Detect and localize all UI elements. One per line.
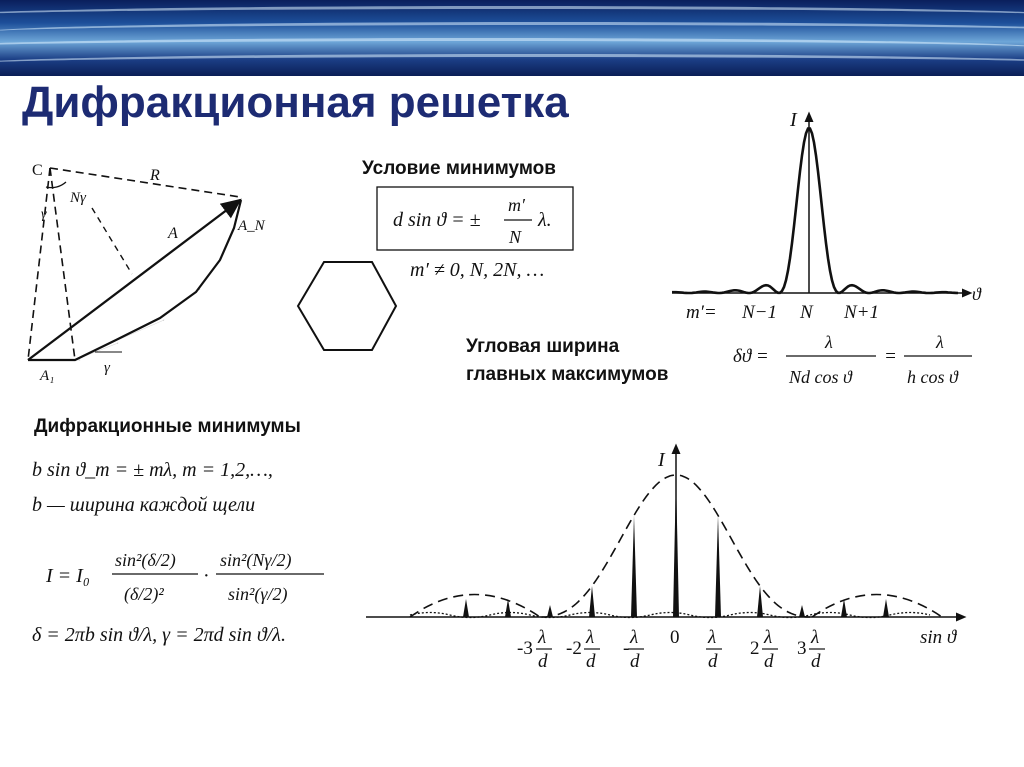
svg-text:sin²(Nγ/2): sin²(Nγ/2) <box>220 550 292 570</box>
tick-coef: 2 <box>750 638 760 659</box>
svg-text:λ: λ <box>825 332 833 352</box>
svg-text:h cos ϑ: h cos ϑ <box>907 367 958 387</box>
tick-N-plus-1: N+1 <box>844 302 879 323</box>
hexagon-phasor <box>298 262 396 350</box>
tick-fraction: λ d <box>538 627 548 672</box>
peak-y-label: I <box>790 109 797 131</box>
envelope-curve <box>410 595 540 618</box>
spectrum-x-label: sin ϑ <box>920 627 957 648</box>
principal-maximum <box>463 599 469 617</box>
m-prime-prefix: m′= <box>686 302 717 323</box>
formula-lambda: λ. <box>538 209 552 231</box>
tick-fraction: λ d <box>708 627 718 672</box>
tick-zero: 0 <box>670 627 680 648</box>
tick-fraction: λ d <box>586 627 596 672</box>
svg-text:Nd cos ϑ: Nd cos ϑ <box>789 367 852 387</box>
principal-maximum <box>547 605 553 617</box>
tick-fraction: λ d <box>811 627 821 672</box>
formula-d-sin: d sin ϑ = ± <box>393 209 481 231</box>
m-prime-values: m′ ≠ 0, N, 2N, … <box>410 259 545 281</box>
single-slit-formulas <box>32 459 273 516</box>
label-R: R <box>150 167 160 184</box>
tick-coef: 3 <box>797 638 807 659</box>
spectrum-y-label: I <box>658 449 665 471</box>
tick-fraction: λ d <box>630 627 640 672</box>
label-gamma-small: γ <box>41 207 47 222</box>
resultant-vector-A <box>28 200 240 360</box>
svg-text:·: · <box>203 565 210 587</box>
principal-maximum <box>631 515 637 617</box>
label-gamma: γ <box>104 360 110 376</box>
angular-width-label-1: Угловая ширина <box>466 336 620 357</box>
principal-maximum <box>673 475 679 617</box>
svg-text:sin²(γ/2): sin²(γ/2) <box>228 584 288 604</box>
svg-text:(δ/2)²: (δ/2)² <box>124 584 164 604</box>
minima-condition-formula <box>377 187 573 250</box>
slide-title: Дифракционная решетка <box>22 78 569 127</box>
formula-N: N <box>509 227 522 247</box>
label-A-N: A_N <box>238 218 265 234</box>
diffraction-minima-label: Дифракционные минимумы <box>34 416 301 437</box>
intensity-curve <box>672 129 958 293</box>
tick-coef: - <box>623 638 630 659</box>
principal-maximum <box>715 515 721 617</box>
label-A: A <box>168 225 178 242</box>
principal-maximum <box>883 599 889 617</box>
angular-width-label-2: главных максимумов <box>466 364 669 385</box>
peak-x-label: ϑ <box>972 284 981 304</box>
principal-maximum <box>799 605 805 617</box>
intensity-formula <box>45 550 324 605</box>
svg-text:I = I₀: I = I₀ <box>46 565 90 587</box>
single-slit-minima: b sin ϑ_m = ± mλ, m = 1,2,…, <box>32 459 273 481</box>
svg-text:=: = <box>884 346 897 367</box>
minima-condition-label: Условие минимумов <box>362 158 556 179</box>
formula-m-prime: m′ <box>508 195 525 215</box>
tick-fraction: λ d <box>764 627 774 672</box>
label-N-gamma: Nγ <box>70 190 86 206</box>
bisector-line <box>92 208 132 274</box>
label-C: C <box>32 162 43 179</box>
principal-maxima <box>463 475 889 617</box>
svg-text:λ: λ <box>936 332 944 352</box>
principal-peak-plot <box>672 109 982 323</box>
angular-width-formula <box>733 332 972 387</box>
tick-coef: -3 <box>517 638 533 659</box>
tick-coef: -2 <box>566 638 582 659</box>
grating-spectrum-plot <box>366 448 962 672</box>
b-definition: b — ширина каждой щели <box>32 494 256 516</box>
label-A-1: A₁ <box>40 368 55 384</box>
tick-N-minus-1: N−1 <box>742 302 777 323</box>
delta-theta: δϑ = <box>733 346 769 367</box>
radius-line <box>28 168 50 360</box>
svg-text:sin²(δ/2): sin²(δ/2) <box>115 550 176 570</box>
principal-maximum <box>757 586 763 617</box>
tick-N: N <box>800 302 813 323</box>
phase-definitions: δ = 2πb sin ϑ/λ, γ = 2πd sin ϑ/λ. <box>32 624 286 646</box>
phasor-diagram <box>28 168 241 360</box>
